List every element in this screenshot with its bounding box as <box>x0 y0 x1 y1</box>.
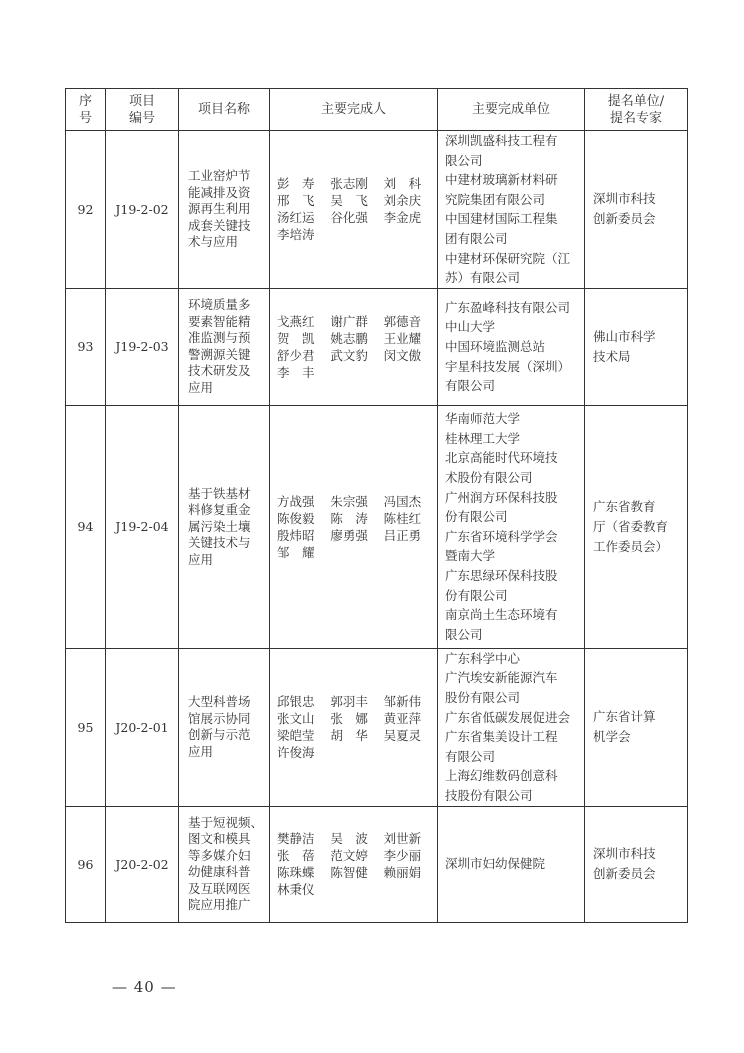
table-row <box>66 131 688 289</box>
contributor-row <box>277 693 437 710</box>
main-contributors <box>270 405 438 648</box>
project-seq: 92 <box>66 131 106 289</box>
unit-line: 有限公司 <box>445 378 496 394</box>
contributor-name: 吴 飞 <box>330 193 368 209</box>
main-units <box>438 806 585 922</box>
contributor-row <box>277 364 437 381</box>
project-name-line: 成套关键技 <box>188 217 251 233</box>
unit-line: 中建材环保研究院（江 <box>445 250 571 266</box>
contributor-name: 陈俊毅 <box>277 510 315 526</box>
nominator-line: 技术局 <box>593 348 631 364</box>
project-name-line: 警溯源关键 <box>188 346 251 362</box>
unit-line: 北京高能时代环境技 <box>445 450 558 466</box>
project-name-line: 创新与示范 <box>188 727 251 743</box>
contributor-name: 张 娜 <box>330 711 368 727</box>
unit-line: 上海幻维数码创意科 <box>445 768 558 784</box>
project-name-line: 应用 <box>188 551 214 567</box>
main-units <box>438 648 585 806</box>
project-name-line: 幼健康科普 <box>188 864 251 879</box>
contributor-name: 樊静洁 <box>277 831 315 846</box>
contributor-name: 戈燕红 <box>277 313 315 329</box>
nominator-line: 广东省计算 <box>593 709 656 725</box>
project-name <box>179 131 270 289</box>
header-code: 项目 编号 <box>106 89 179 131</box>
project-name-line: 料修复重金 <box>188 502 251 517</box>
contributor-name: 陈珠蝶 <box>277 865 315 880</box>
header-units: 主要完成单位 <box>438 89 585 131</box>
contributor-name: 陈智健 <box>330 865 368 880</box>
contributor-name: 李金虎 <box>383 210 422 226</box>
contributor-row <box>277 864 437 881</box>
project-name-line: 术与应用 <box>188 234 239 250</box>
contributor-name: 刘 科 <box>383 176 422 192</box>
project-code: J19-2-04 <box>106 405 179 648</box>
unit-line: 份有限公司 <box>445 587 508 603</box>
project-code: J20-2-01 <box>106 648 179 806</box>
contributor-row <box>277 527 437 544</box>
unit-line: 深圳凯盛科技工程有 <box>445 133 558 148</box>
table-row <box>66 405 688 648</box>
unit-line: 限公司 <box>445 626 483 642</box>
unit-line: 究院集团有限公司 <box>445 191 546 207</box>
main-contributors <box>270 806 438 922</box>
project-name-line: 应用 <box>188 743 214 759</box>
unit-line: 份有限公司 <box>445 509 508 525</box>
project-name-line: 准监测与预 <box>188 330 251 346</box>
contributor-name: 汤红运 <box>277 210 315 226</box>
project-name-line: 源再生利用 <box>188 201 251 217</box>
contributor-name: 朱宗强 <box>330 493 368 509</box>
contributor-name: 吕正勇 <box>383 527 422 543</box>
unit-line: 有限公司 <box>445 748 496 764</box>
contributor-name: 梁皑莹 <box>277 728 315 744</box>
contributor-name: 赖丽娟 <box>383 865 422 880</box>
project-name-line: 技术研发及 <box>188 363 251 379</box>
contributor-name: 邹 耀 <box>277 544 315 560</box>
contributor-row <box>277 544 437 561</box>
nominator-line: 深圳市科技 <box>593 846 656 861</box>
contributor-row <box>277 175 437 192</box>
contributor-name: 姚志鹏 <box>330 330 368 346</box>
unit-line: 技股份有限公司 <box>445 787 533 803</box>
contributor-name: 廖勇强 <box>330 527 368 543</box>
project-code: J19-2-03 <box>106 288 179 405</box>
nominator-line: 创新委员会 <box>593 866 656 881</box>
contributor-row <box>277 313 437 330</box>
contributor-name: 张文山 <box>277 711 315 727</box>
contributor-name: 李 丰 <box>277 364 315 380</box>
project-name-line: 属污染土壤 <box>188 518 251 534</box>
contributor-name: 郭德音 <box>383 313 422 329</box>
project-name-line: 图文和模具 <box>188 831 251 846</box>
contributor-name: 张 蓓 <box>277 848 315 863</box>
header-people: 主要完成人 <box>270 89 438 131</box>
contributor-name: 邹新伟 <box>383 694 422 710</box>
unit-line: 广东省低碳发展促进会 <box>445 709 571 725</box>
nominator-line: 佛山市科学 <box>593 328 656 344</box>
contributor-name: 谷化强 <box>330 210 368 226</box>
project-name-line: 应用 <box>188 379 214 395</box>
unit-line: 苏）有限公司 <box>445 270 521 286</box>
contributor-name: 许俊海 <box>277 745 315 761</box>
unit-line: 桂林理工大学 <box>445 430 521 446</box>
contributor-name: 邢 飞 <box>277 193 315 209</box>
main-units <box>438 288 585 405</box>
project-code: J19-2-02 <box>106 131 179 289</box>
project-name-line: 基于短视频、 <box>188 814 264 830</box>
main-units <box>438 405 585 648</box>
project-name-line: 能减排及资 <box>188 184 251 200</box>
contributor-name: 王业耀 <box>383 330 422 346</box>
contributor-name: 方战强 <box>277 493 315 509</box>
contributor-name: 李少丽 <box>383 848 422 863</box>
project-name-line: 关键技术与 <box>188 535 251 550</box>
unit-line: 中建材玻璃新材料研 <box>445 172 558 188</box>
contributor-row <box>277 330 437 347</box>
unit-line: 中国环境监测总站 <box>445 338 546 354</box>
project-name-line: 工业窑炉节 <box>188 168 251 184</box>
main-contributors <box>270 648 438 806</box>
project-name-line: 环境质量多 <box>188 297 251 313</box>
contributor-row <box>277 881 437 898</box>
unit-line: 限公司 <box>445 152 483 168</box>
contributor-name: 吴 波 <box>330 831 368 846</box>
contributor-name: 胡 华 <box>330 728 368 744</box>
contributor-row <box>277 209 437 226</box>
contributor-row <box>277 710 437 727</box>
project-name-line: 基于铁基材 <box>188 485 251 501</box>
main-units <box>438 131 585 289</box>
contributor-name: 贺 凯 <box>277 330 315 346</box>
project-name-line: 院应用推广 <box>188 897 251 912</box>
contributor-row <box>277 192 437 209</box>
main-contributors <box>270 131 438 289</box>
projects-table <box>65 88 688 923</box>
contributor-row <box>277 226 437 243</box>
main-contributors <box>270 288 438 405</box>
contributor-name: 殷炜昭 <box>277 527 315 543</box>
project-name-line: 等多媒介妇 <box>188 847 251 863</box>
contributor-name: 张志刚 <box>330 176 368 192</box>
nominator-line: 工作委员会） <box>593 538 669 554</box>
unit-line: 广东省集美设计工程 <box>445 729 558 745</box>
contributor-name: 黄亚萍 <box>383 711 422 727</box>
nominator <box>585 648 688 806</box>
unit-line: 广东省环境科学学会 <box>445 528 558 544</box>
project-seq: 94 <box>66 405 106 648</box>
contributor-name: 刘余庆 <box>383 193 422 209</box>
project-name <box>179 648 270 806</box>
project-code: J20-2-02 <box>106 806 179 922</box>
contributor-name: 武文豹 <box>330 347 368 363</box>
unit-line: 宇星科技发展（深圳） <box>445 358 571 374</box>
contributor-name: 冯国杰 <box>383 493 422 509</box>
contributor-name: 林秉仪 <box>277 882 315 897</box>
contributor-name: 谢广群 <box>330 313 368 329</box>
contributor-name: 吴夏灵 <box>383 728 422 744</box>
unit-line: 团有限公司 <box>445 230 508 246</box>
contributor-name: 刘世新 <box>383 831 422 846</box>
project-name-line: 要素智能精 <box>188 313 251 329</box>
page-number: — 40 — <box>112 978 177 996</box>
unit-line: 广东科学中心 <box>445 650 521 666</box>
contributor-name: 郭羽丰 <box>330 694 368 710</box>
contributor-name: 陈桂红 <box>383 510 422 526</box>
nominator <box>585 288 688 405</box>
contributor-name: 陈 涛 <box>330 510 368 526</box>
project-name-line: 馆展示协同 <box>188 710 251 726</box>
nominator-line: 深圳市科技 <box>593 191 656 207</box>
nominator-line: 机学会 <box>593 729 631 745</box>
nominator-line: 广东省教育 <box>593 498 656 514</box>
unit-line: 中国建材国际工程集 <box>445 211 558 227</box>
contributor-name: 邱银忠 <box>277 694 315 710</box>
unit-line: 南京尚土生态环境有 <box>445 607 558 623</box>
contributor-name: 闵文傲 <box>383 347 422 363</box>
header-seq: 序 号 <box>66 89 106 131</box>
header-row <box>66 89 688 131</box>
header-nominator: 提名单位/ 提名专家 <box>585 89 688 131</box>
project-name-line: 及互联网医 <box>188 880 251 896</box>
contributor-row <box>277 727 437 744</box>
unit-line: 广州润方环保科技股 <box>445 489 558 505</box>
table-row <box>66 648 688 806</box>
nominator <box>585 131 688 289</box>
contributor-row <box>277 830 437 847</box>
contributor-name: 舒少君 <box>277 347 315 363</box>
contributor-name: 范文婷 <box>330 848 368 863</box>
table-row <box>66 288 688 405</box>
project-seq: 95 <box>66 648 106 806</box>
project-name <box>179 288 270 405</box>
project-seq: 96 <box>66 806 106 922</box>
unit-line: 暨南大学 <box>445 548 496 564</box>
unit-line: 广东思绿环保科技股 <box>445 567 558 583</box>
nominator <box>585 405 688 648</box>
project-name <box>179 806 270 922</box>
contributor-name: 彭 寿 <box>277 176 315 192</box>
nominator <box>585 806 688 922</box>
table-row <box>66 806 688 922</box>
contributor-name: 李培涛 <box>277 227 315 243</box>
contributor-row <box>277 347 437 364</box>
unit-line: 广东盈峰科技有限公司 <box>445 299 571 315</box>
contributor-row <box>277 847 437 864</box>
header-name: 项目名称 <box>179 89 270 131</box>
unit-line: 广汽埃安新能源汽车 <box>445 670 558 686</box>
unit-line: 股份有限公司 <box>445 689 521 705</box>
unit-line: 深圳市妇幼保健院 <box>445 856 546 872</box>
unit-line: 中山大学 <box>445 319 496 335</box>
nominator-line: 厅（省委教育 <box>593 518 669 534</box>
project-name-line: 大型科普场 <box>188 694 251 710</box>
contributor-row <box>277 493 437 510</box>
nominator-line: 创新委员会 <box>593 211 656 227</box>
unit-line: 术股份有限公司 <box>445 469 533 485</box>
project-seq: 93 <box>66 288 106 405</box>
project-name <box>179 405 270 648</box>
unit-line: 华南师范大学 <box>445 411 521 427</box>
contributor-row <box>277 744 437 761</box>
contributor-row <box>277 510 437 527</box>
